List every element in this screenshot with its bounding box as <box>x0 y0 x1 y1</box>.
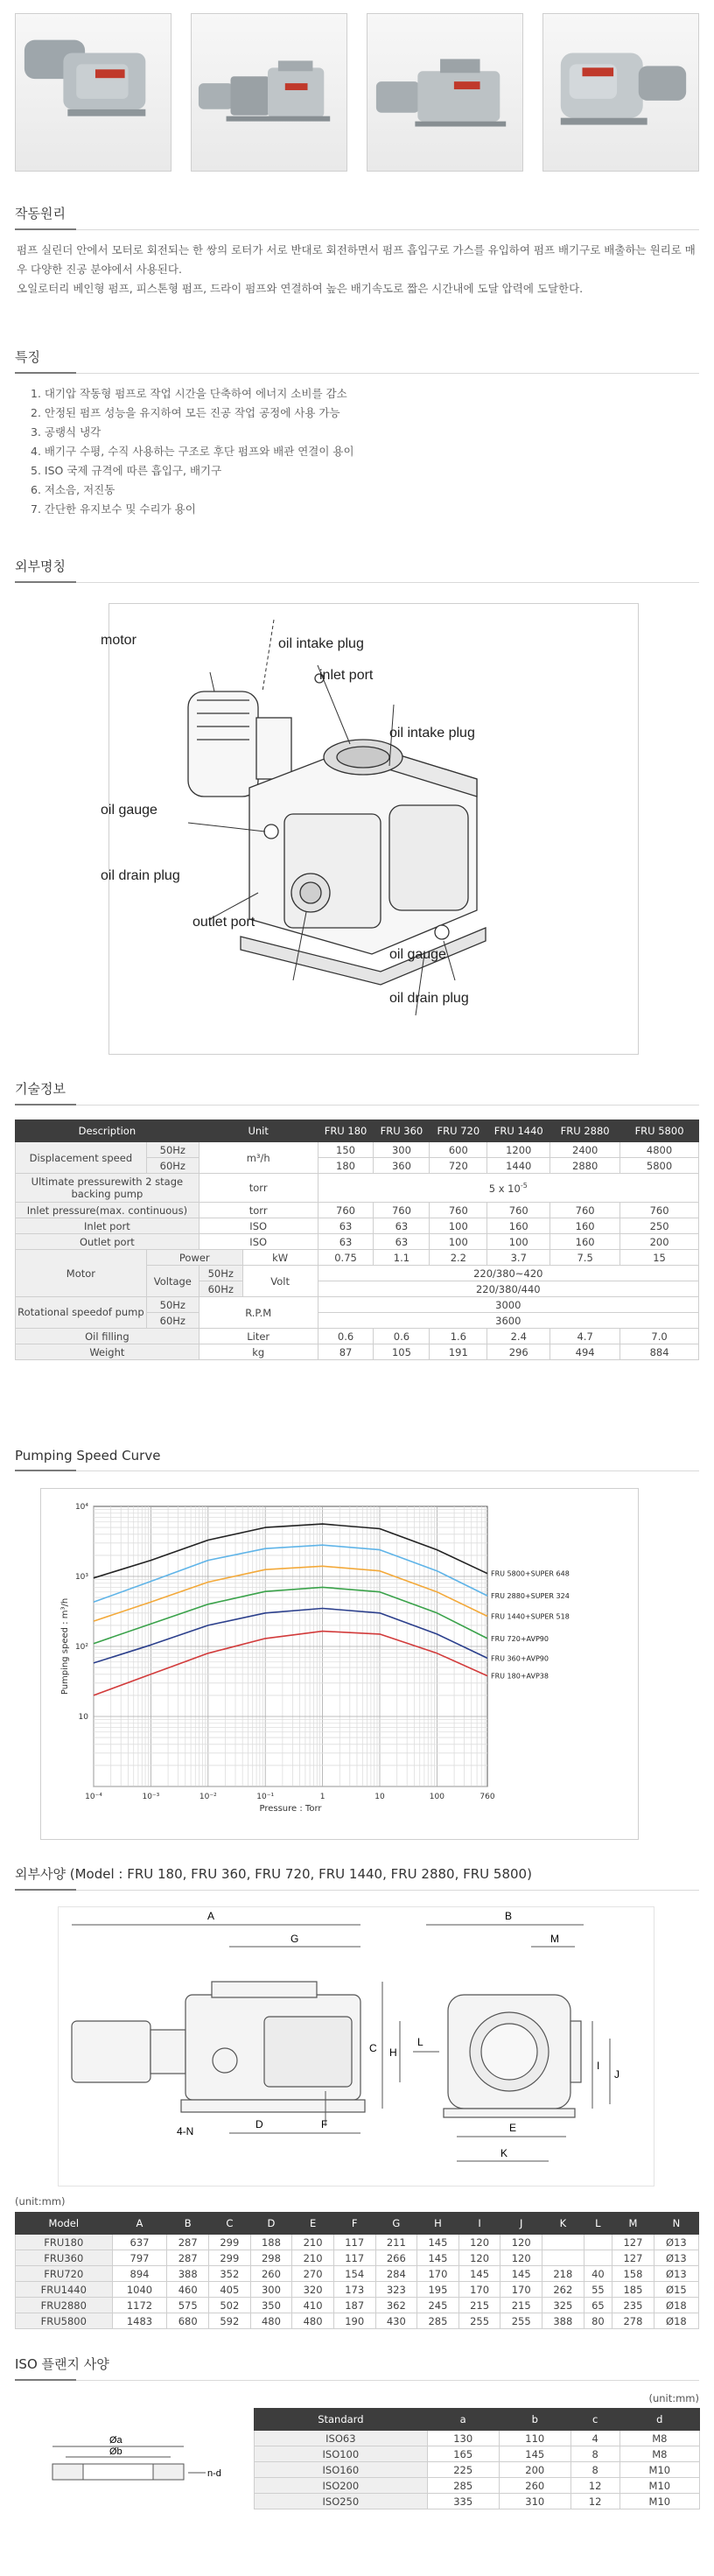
appearance-section <box>15 557 699 583</box>
table-row: Inlet port ISO 63 63 100 160 160 250 <box>16 1218 699 1234</box>
table-cell: 12 <box>570 2494 620 2509</box>
pump-image-4 <box>543 14 698 171</box>
table-cell: 480 <box>292 2313 334 2329</box>
dim-label-L: L <box>417 2036 424 2048</box>
tech-title: 기술정보 <box>15 1079 699 1106</box>
chart-x-tick-label: 760 <box>480 1793 495 1801</box>
label-oil-gauge-right: oil gauge <box>389 947 446 962</box>
chart-legend-label: FRU 180+AVP38 <box>491 1672 549 1681</box>
table-cell <box>542 2250 584 2266</box>
table-cell: 362 <box>375 2298 417 2313</box>
table-cell: 320 <box>292 2282 334 2298</box>
flange-drawing <box>35 2429 228 2516</box>
table-row <box>255 2446 700 2462</box>
table-cell: 480 <box>250 2313 292 2329</box>
table-cell: 145 <box>499 2446 570 2462</box>
chart-x-tick-label: 10⁻¹ <box>256 1793 275 1801</box>
dimension-drawing <box>59 1907 654 2186</box>
dim-label-H: H <box>389 2046 397 2059</box>
table-cell: 218 <box>542 2266 584 2282</box>
table-cell: M10 <box>620 2478 699 2494</box>
table-cell: Ø18 <box>654 2313 698 2329</box>
chart-y-tick-label: 10⁴ <box>74 1503 88 1512</box>
chart-x-axis-label: Pressure : Torr <box>259 1804 322 1814</box>
table-cell: 8 <box>570 2446 620 2462</box>
table-cell: 110 <box>499 2431 570 2446</box>
table-cell: 210 <box>292 2250 334 2266</box>
table-row: 60Hz 180 360 720 1440 2880 5800 <box>16 1158 699 1174</box>
table-cell: 145 <box>458 2266 500 2282</box>
iso-header-row: Standard a b c d <box>255 2409 700 2431</box>
chart-x-tick-label: 10⁻³ <box>142 1793 160 1801</box>
table-cell: 405 <box>209 2282 251 2298</box>
chart-y-tick-label: 10² <box>74 1643 88 1652</box>
table-cell: 266 <box>375 2250 417 2266</box>
iso-section <box>15 2355 699 2381</box>
dims-figure <box>58 1906 654 2186</box>
table-cell: 235 <box>612 2298 654 2313</box>
table-cell: 299 <box>209 2235 251 2250</box>
table-cell: 1483 <box>112 2313 167 2329</box>
table-cell: 430 <box>375 2313 417 2329</box>
table-cell: 502 <box>209 2298 251 2313</box>
table-cell: 255 <box>458 2313 500 2329</box>
label-motor-visible: motor <box>101 633 136 648</box>
table-cell: M10 <box>620 2462 699 2478</box>
table-row: Weight kg 87 105 191 296 494 884 <box>16 1344 699 1360</box>
product-thumbnails <box>15 13 699 174</box>
table-cell: FRU720 <box>16 2266 113 2282</box>
table-cell: 287 <box>167 2235 209 2250</box>
pump-image-2 <box>192 14 346 171</box>
dims-table <box>15 2212 699 2329</box>
iso-label-a: Øa <box>109 2435 122 2446</box>
principle-text: 펌프 실린더 안에서 모터로 회전되는 한 쌍의 로터가 서로 반대로 회전하면서 펌프 흡입구로 가스를 유입하여 펌프 배기구로 배출하는 원리로 매 우 다양한 진공 분야에서 사용된다. 오일로터리 베인형 펌프, 피스톤형 펌프, 드라이 펌프와 연결하여 높은 배기속도로 짧은 시간내에 도달 압력에 도달한다. <box>17 243 696 295</box>
table-cell: 154 <box>333 2266 375 2282</box>
table-cell: 299 <box>209 2250 251 2266</box>
table-cell: Ø13 <box>654 2250 698 2266</box>
dims-title: 외부사양 (Model : FRU 180, FRU 360, FRU 720, FRU 1440, FRU 2880, FRU 5800) <box>15 1864 699 1891</box>
feature-item: 5. ISO 국제 규격에 따른 흡입구, 배기구 <box>31 464 222 477</box>
table-cell: 1172 <box>112 2298 167 2313</box>
table-row: Oil filling Liter 0.6 0.6 1.6 2.4 4.7 7.0 <box>16 1329 699 1344</box>
dim-label-B: B <box>505 1910 513 1922</box>
table-cell: 284 <box>375 2266 417 2282</box>
table-row <box>255 2431 700 2446</box>
dim-label-F: F <box>321 2118 328 2130</box>
table-cell: 298 <box>250 2250 292 2266</box>
table-row <box>16 2313 699 2329</box>
chart-x-tick-label: 100 <box>429 1793 444 1801</box>
table-cell: 195 <box>417 2282 459 2298</box>
feature-item: 2. 안정된 펌프 성능을 유지하여 모든 진공 작업 공정에 사용 가능 <box>31 406 340 419</box>
table-row: Rotational speedof pump 50Hz R.P.M 3000 <box>16 1297 699 1313</box>
pump-image-1 <box>16 14 171 171</box>
feature-item: 6. 저소음, 저진동 <box>31 483 116 496</box>
table-cell: FRU1440 <box>16 2282 113 2298</box>
feature-item: 7. 간단한 유지보수 및 수리가 용이 <box>31 502 196 516</box>
label-outlet-port: outlet port <box>192 915 256 930</box>
table-cell: 130 <box>427 2431 499 2446</box>
table-cell: 335 <box>427 2494 499 2509</box>
table-cell: 170 <box>458 2282 500 2298</box>
tech-section <box>15 1079 699 1106</box>
chart-legend-label: FRU 5800+SUPER 648 <box>491 1569 570 1578</box>
table-cell: ISO100 <box>255 2446 428 2462</box>
table-cell: 170 <box>500 2282 542 2298</box>
dim-label-G: G <box>290 1933 299 1945</box>
table-row: Inlet pressure(max. continuous) torr 760 760 760 760 760 760 <box>16 1203 699 1218</box>
table-row: Voltage 50Hz Volt 220/380~420 <box>16 1266 699 1281</box>
chart-legend-label: FRU 2880+SUPER 324 <box>491 1592 570 1601</box>
dims-header-row: Model A B C D E F G H I J K L M N <box>16 2213 699 2235</box>
table-cell: FRU360 <box>16 2250 113 2266</box>
table-cell: 287 <box>167 2250 209 2266</box>
table-cell: 225 <box>427 2462 499 2478</box>
table-cell: 80 <box>584 2313 612 2329</box>
table-cell: 158 <box>612 2266 654 2282</box>
pump-diagram <box>101 604 638 1054</box>
table-cell: 255 <box>500 2313 542 2329</box>
table-cell: M8 <box>620 2446 699 2462</box>
chart-x-tick-label: 10⁻² <box>199 1793 217 1801</box>
table-row <box>16 2282 699 2298</box>
table-cell: 285 <box>427 2478 499 2494</box>
tech-header-row: Description Unit FRU 180 FRU 360 FRU 720 FRU 1440 FRU 2880 FRU 5800 <box>16 1120 699 1142</box>
table-cell: 120 <box>458 2250 500 2266</box>
chart-legend-label: FRU 720+AVP90 <box>491 1634 549 1643</box>
label-oil-drain-plug-left: oil drain plug <box>101 868 180 883</box>
table-cell: 352 <box>209 2266 251 2282</box>
table-cell: ISO200 <box>255 2478 428 2494</box>
table-cell: 1040 <box>112 2282 167 2298</box>
table-cell: M8 <box>620 2431 699 2446</box>
table-cell: 300 <box>250 2282 292 2298</box>
features-title: 특징 <box>15 347 699 374</box>
table-row: Motor Power kW 0.75 1.1 2.2 3.7 7.5 15 <box>16 1250 699 1266</box>
chart-y-tick-label: 10³ <box>74 1573 88 1582</box>
table-cell: 170 <box>417 2266 459 2282</box>
table-cell: 8 <box>570 2462 620 2478</box>
table-cell: 117 <box>333 2235 375 2250</box>
table-cell: 211 <box>375 2235 417 2250</box>
table-cell: 120 <box>500 2250 542 2266</box>
product-thumb-2[interactable] <box>191 13 347 172</box>
table-row <box>255 2494 700 2509</box>
table-cell: 65 <box>584 2298 612 2313</box>
table-cell: 894 <box>112 2266 167 2282</box>
table-cell: 127 <box>612 2235 654 2250</box>
table-cell: Ø18 <box>654 2298 698 2313</box>
table-row <box>16 2266 699 2282</box>
table-cell: 797 <box>112 2250 167 2266</box>
table-cell: 40 <box>584 2266 612 2282</box>
table-cell: 575 <box>167 2298 209 2313</box>
table-cell: 262 <box>542 2282 584 2298</box>
feature-item: 4. 배기구 수평, 수직 사용하는 구조로 후단 펌프와 배관 연결이 용이 <box>31 445 354 458</box>
iso-table-wrap <box>254 2408 700 2509</box>
feature-item: 3. 공랭식 냉각 <box>31 425 102 439</box>
table-cell: 120 <box>500 2235 542 2250</box>
chart-x-tick-label: 1 <box>319 1793 326 1801</box>
table-row <box>16 2235 699 2250</box>
table-cell: 173 <box>333 2282 375 2298</box>
table-cell: 270 <box>292 2266 334 2282</box>
iso-flange-diagram <box>35 2429 228 2516</box>
pump-image-3 <box>368 14 522 171</box>
table-cell: 350 <box>250 2298 292 2313</box>
table-cell: 680 <box>167 2313 209 2329</box>
table-cell: M10 <box>620 2494 699 2509</box>
table-row <box>16 2298 699 2313</box>
chart-x-tick-label: 10⁻⁴ <box>85 1793 102 1801</box>
features-section <box>15 347 699 519</box>
table-cell <box>584 2250 612 2266</box>
table-cell: 215 <box>500 2298 542 2313</box>
chart-x-tick-label: 10 <box>374 1793 385 1801</box>
label-oil-gauge-left: oil gauge <box>101 803 158 818</box>
table-row: Outlet port ISO 63 63 100 100 160 200 <box>16 1234 699 1250</box>
chart-legend-label: FRU 1440+SUPER 518 <box>491 1612 570 1621</box>
table-row: Ultimate pressurewith 2 stage backing pump torr 5 x $10^{-5}$ <box>16 1174 699 1203</box>
iso-title: ISO 플랜지 사양 <box>15 2355 699 2381</box>
label-oil-intake-plug-top: oil intake plug <box>278 636 364 651</box>
dim-label-N: 4-N <box>177 2125 194 2137</box>
dim-label-A: A <box>207 1910 215 1922</box>
dims-section <box>15 1864 699 1891</box>
dim-label-C: C <box>369 2042 377 2054</box>
dim-label-M: M <box>550 1933 559 1945</box>
feature-item: 1. 대기압 작동형 펌프로 작업 시간을 단축하여 에너지 소비를 감소 <box>31 387 347 400</box>
table-cell: 637 <box>112 2235 167 2250</box>
table-cell: 285 <box>417 2313 459 2329</box>
table-cell: 165 <box>427 2446 499 2462</box>
dim-label-K: K <box>500 2147 508 2159</box>
table-cell: 592 <box>209 2313 251 2329</box>
table-cell: 410 <box>292 2298 334 2313</box>
table-row <box>255 2462 700 2478</box>
curve-section <box>15 1448 699 1471</box>
chart-y-axis-label: Pumping speed : m³/h <box>60 1597 70 1695</box>
table-cell: 460 <box>167 2282 209 2298</box>
table-cell: 310 <box>499 2494 570 2509</box>
table-cell: 260 <box>499 2478 570 2494</box>
features-list <box>15 384 699 519</box>
label-oil-drain-plug-right: oil drain plug <box>389 991 469 1006</box>
table-cell: 145 <box>417 2235 459 2250</box>
dim-label-E: E <box>509 2122 517 2134</box>
table-cell: 388 <box>542 2313 584 2329</box>
table-cell: ISO160 <box>255 2462 428 2478</box>
iso-unit: (unit:mm) <box>648 2392 699 2404</box>
principle-title: 작동원리 <box>15 204 699 230</box>
table-cell: 55 <box>584 2282 612 2298</box>
product-thumb-3[interactable] <box>367 13 523 172</box>
iso-label-n: n-d <box>207 2468 221 2479</box>
table-cell: 145 <box>500 2266 542 2282</box>
table-cell: Ø13 <box>654 2235 698 2250</box>
product-thumb-4[interactable] <box>542 13 699 172</box>
dims-unit: (unit:mm) <box>15 2195 66 2207</box>
table-cell: 145 <box>417 2250 459 2266</box>
table-cell: 215 <box>458 2298 500 2313</box>
table-cell: 185 <box>612 2282 654 2298</box>
table-cell: Ø13 <box>654 2266 698 2282</box>
dim-label-D: D <box>256 2118 263 2130</box>
table-row: 60Hz 220/380/440 <box>16 1281 699 1297</box>
table-row <box>16 2250 699 2266</box>
table-cell: 245 <box>417 2298 459 2313</box>
table-cell: 127 <box>612 2250 654 2266</box>
dims-table-wrap <box>15 2212 699 2329</box>
tech-table <box>15 1120 699 1360</box>
table-cell: 210 <box>292 2235 334 2250</box>
table-cell: 4 <box>570 2431 620 2446</box>
table-cell: 188 <box>250 2235 292 2250</box>
table-row: 60Hz 3600 <box>16 1313 699 1329</box>
table-cell: 278 <box>612 2313 654 2329</box>
table-cell: FRU2880 <box>16 2298 113 2313</box>
table-row: Displacement speed 50Hz m³/h 150 300 600 1200 2400 4800 <box>16 1142 699 1158</box>
table-row <box>255 2478 700 2494</box>
table-cell: 200 <box>499 2462 570 2478</box>
chart-legend-label: FRU 360+AVP90 <box>491 1654 549 1663</box>
curve-figure <box>40 1488 639 1840</box>
iso-table <box>254 2408 700 2509</box>
principle-section <box>15 204 699 298</box>
table-cell: FRU5800 <box>16 2313 113 2329</box>
table-cell <box>584 2235 612 2250</box>
chart-y-tick-label: 10 <box>78 1713 88 1722</box>
pumping-speed-chart <box>41 1489 638 1839</box>
appearance-figure <box>101 603 639 1055</box>
table-cell: 260 <box>250 2266 292 2282</box>
iso-label-b: Øb <box>109 2446 122 2457</box>
table-cell: FRU180 <box>16 2235 113 2250</box>
table-cell: Ø15 <box>654 2282 698 2298</box>
table-cell: 117 <box>333 2250 375 2266</box>
appearance-title: 외부명칭 <box>15 557 699 583</box>
table-cell: 388 <box>167 2266 209 2282</box>
table-cell: ISO250 <box>255 2494 428 2509</box>
table-cell: 120 <box>458 2235 500 2250</box>
dim-label-I: I <box>597 2060 600 2072</box>
table-cell: 187 <box>333 2298 375 2313</box>
label-inlet-port: inlet port <box>319 668 374 683</box>
product-thumb-1[interactable] <box>15 13 172 172</box>
label-oil-intake-plug: oil intake plug <box>389 726 475 741</box>
table-cell: ISO63 <box>255 2431 428 2446</box>
table-cell: 325 <box>542 2298 584 2313</box>
table-cell: 323 <box>375 2282 417 2298</box>
dim-label-J: J <box>614 2068 620 2081</box>
curve-title: Pumping Speed Curve <box>15 1448 699 1471</box>
tech-table-wrap <box>15 1120 699 1360</box>
table-cell: 190 <box>333 2313 375 2329</box>
table-cell: 12 <box>570 2478 620 2494</box>
table-cell <box>542 2235 584 2250</box>
